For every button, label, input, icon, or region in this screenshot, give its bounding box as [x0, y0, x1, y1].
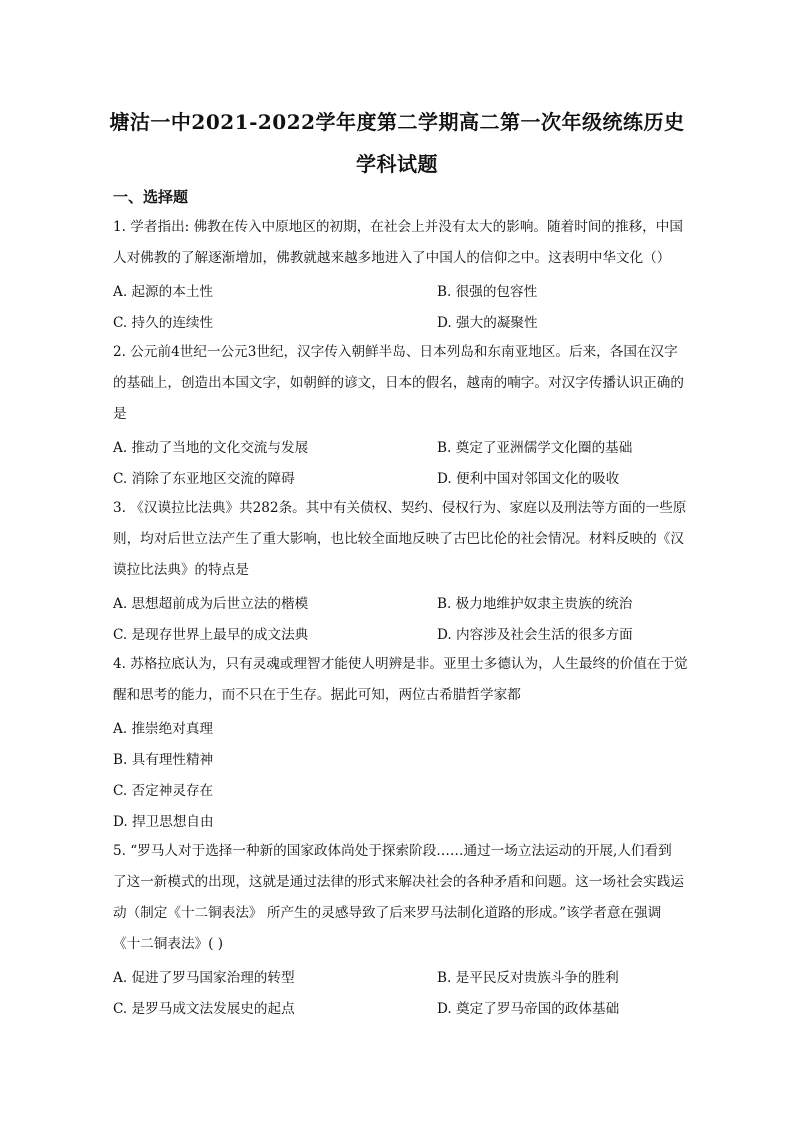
question-text-line: 的基础上，创造出本国文字，如朝鲜的谚文，日本的假名，越南的喃字。对汉字传播认识正确的 [113, 375, 684, 391]
option-b[interactable]: B. 奠定了亚洲儒学文化圈的基础 [437, 440, 633, 456]
section-heading: 一、选择题 [113, 188, 189, 206]
option-c[interactable]: C. 否定神灵存在 [113, 783, 214, 799]
option-a[interactable]: A. 促进了罗马国家治理的转型 [113, 970, 295, 986]
question-text-line: 人对佛教的了解逐渐增加，佛教就越来越多地进入了中国人的信仰之中。这表明中华文化（） [113, 250, 671, 266]
question-text-line: 4. 苏格拉底认为，只有灵魂或理智才能使人明辨是非。亚里士多德认为，人生最终的价值在于觉 [113, 656, 688, 672]
question-text-line: 《十二铜表法》( ) [113, 936, 224, 952]
option-d[interactable]: D. 便利中国对邻国文化的吸收 [437, 471, 620, 487]
question-text-line: 3. 《汉谟拉比法典》共282条。其中有关债权、契约、侵权行为、家庭以及刑法等方面的一些原 [113, 500, 687, 516]
question-text-line: 动（制定《十二铜表法》 所产生的灵感导致了后来罗马法制化道路的形成。”该学者意在强调 [113, 905, 662, 921]
option-b[interactable]: B. 极力地维护奴隶主贵族的统治 [437, 596, 633, 612]
option-c[interactable]: C. 是罗马成文法发展史的起点 [113, 1001, 295, 1017]
page-title-continued: 学科试题 [356, 152, 438, 176]
option-a[interactable]: A. 起源的本土性 [113, 284, 214, 300]
option-b[interactable]: B. 是平民反对贵族斗争的胜利 [437, 970, 619, 986]
question-text-line: 谟拉比法典》的特点是 [113, 562, 249, 578]
option-a[interactable]: A. 推崇绝对真理 [113, 721, 214, 737]
option-d[interactable]: D. 捍卫思想自由 [113, 814, 214, 830]
option-c[interactable]: C. 持久的连续性 [113, 315, 214, 331]
option-d[interactable]: D. 奠定了罗马帝国的政体基础 [437, 1001, 620, 1017]
option-b[interactable]: B. 具有理性精神 [113, 752, 214, 768]
question-text-line: 5. “罗马人对于选择一种新的国家政体尚处于探索阶段……通过一场立法运动的开展,人们看到 [113, 843, 672, 859]
question-text-line: 2. 公元前4世纪一公元3世纪，汉字传入朝鲜半岛、日本列岛和东南亚地区。后来，各国在汉字 [113, 344, 678, 360]
option-d[interactable]: D. 强大的凝聚性 [437, 315, 538, 331]
option-c[interactable]: C. 消除了东亚地区交流的障碍 [113, 471, 295, 487]
option-b[interactable]: B. 很强的包容性 [437, 284, 538, 300]
question-text-line: 1. 学者指出: 佛教在传入中原地区的初期，在社会上并没有太大的影响。随着时间的推移，中国 [113, 219, 683, 235]
question-text-line: 是 [113, 406, 127, 422]
question-text-line: 了这一新模式的出现，这就是通过法律的形式来解决社会的各种矛盾和问题。这一场社会实践运 [113, 874, 684, 890]
option-a[interactable]: A. 推动了当地的文化交流与发展 [113, 440, 309, 456]
question-text-line: 醒和思考的能力，而不只在于生存。据此可知，两位古希腊哲学家都 [113, 687, 521, 703]
option-d[interactable]: D. 内容涉及社会生活的很多方面 [437, 627, 633, 643]
page-title: 塘沽一中2021-2022学年度第二学期高二第一次年级统练历史 [109, 110, 685, 134]
option-c[interactable]: C. 是现存世界上最早的成文法典 [113, 627, 309, 643]
option-a[interactable]: A. 思想超前成为后世立法的楷模 [113, 596, 309, 612]
question-text-line: 则，均对后世立法产生了重大影响，也比较全面地反映了古巴比伦的社会情况。材料反映的《汉 [113, 531, 684, 547]
